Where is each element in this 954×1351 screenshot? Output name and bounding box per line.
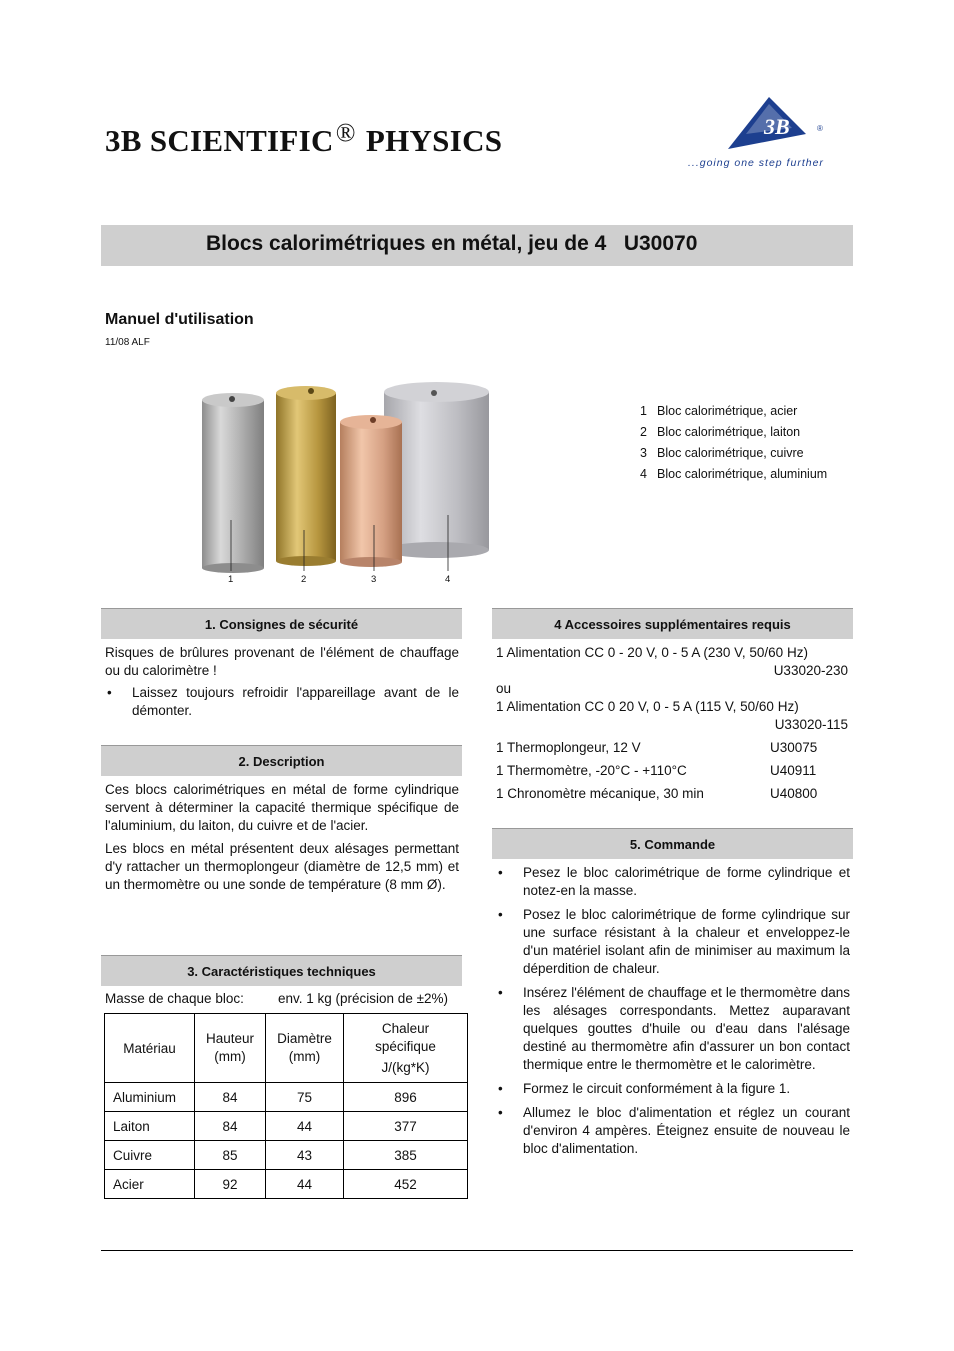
- accessory-name: 1 Thermomètre, -20°C - +110°C: [496, 763, 687, 778]
- registered-mark: ®: [335, 118, 356, 147]
- mass-label: Masse de chaque bloc:: [105, 991, 244, 1006]
- cell-material: Aluminium: [105, 1083, 195, 1112]
- document-title: Blocs calorimétriques en métal, jeu de 4 U30070: [206, 232, 698, 255]
- cell-height: 85: [195, 1141, 266, 1170]
- logo-registered: ®: [817, 124, 823, 133]
- operation-step: • Formez le circuit conformément à la figure 1.: [496, 1080, 850, 1098]
- legend-num: 2: [640, 425, 647, 439]
- cell-diameter: 43: [266, 1141, 344, 1170]
- legend-text: Bloc calorimétrique, acier: [657, 404, 798, 418]
- header-height-text: Hauteur: [205, 1031, 255, 1046]
- operation-step: • Insérez l'élément de chauffage et le thermomètre dans les alésages correspondants. Mettez auparavant quelques gouttes d'huile ou d'eau dans l'alésage destiné au thermomètre afin d'assurer un bon contact thermique entre le thermomètre et le calorimètre.: [496, 984, 850, 1074]
- 3b-logo: [686, 94, 836, 172]
- manual-date: 11/08 ALF: [105, 337, 150, 348]
- accessory-item: [496, 762, 848, 780]
- legend-item: [640, 401, 827, 422]
- header-diameter-text: Diamètre: [277, 1031, 332, 1046]
- description-paragraph-1: Ces blocs calorimétriques en métal de forme cylindrique servent à déterminer la capacité thermique spécifique de l'aluminium, du laiton, du cuivre et de l'acier.: [105, 782, 459, 833]
- cell-diameter: 44: [266, 1112, 344, 1141]
- header-material: [105, 1014, 195, 1083]
- accessory-name: 1 Thermoplongeur, 12 V: [496, 740, 641, 755]
- safety-bullet: • Laissez toujours refroidir l'appareillage avant de le démonter.: [105, 684, 459, 720]
- operation-step: • Pesez le bloc calorimétrique de forme cylindrique et notez-en la masse.: [496, 864, 850, 900]
- table-row: [105, 1141, 468, 1170]
- cell-diameter: 44: [266, 1170, 344, 1199]
- accessory-psu-115-code: U33020-115: [774, 717, 848, 732]
- cell-diameter: 75: [266, 1083, 344, 1112]
- mass-line: [105, 990, 448, 1008]
- legend-item: [640, 422, 827, 443]
- cell-heat: 452: [344, 1170, 468, 1199]
- cell-height: 84: [195, 1083, 266, 1112]
- cell-heat: 377: [344, 1112, 468, 1141]
- header-material-text: Matériau: [123, 1040, 176, 1056]
- table-row: [105, 1083, 468, 1112]
- header-heat-text-2: spécifique: [375, 1038, 436, 1054]
- section-1-header: 1. Consignes de sécurité: [101, 608, 462, 639]
- header-diameter-unit: (mm): [288, 1049, 321, 1064]
- figure-label-2: 2: [301, 574, 307, 585]
- cell-height: 84: [195, 1112, 266, 1141]
- legend-text: Bloc calorimétrique, aluminium: [657, 467, 828, 481]
- description-paragraph-2: Les blocs en métal présentent deux alésages permettant d'y rattacher un thermoplongeur (diamètre de 12,5 mm) et un thermomètre ou une sonde de température (8 mm Ø).: [105, 841, 459, 892]
- section-2-body: [105, 781, 459, 894]
- header-heat: [344, 1014, 468, 1083]
- accessory-psu-230-code: U33020-230: [773, 663, 848, 678]
- legend-num: 1: [640, 404, 647, 418]
- safety-warning: Risques de brûlures provenant de l'élément de chauffage ou du calorimètre !: [105, 645, 459, 678]
- accessory-code: U40911: [770, 763, 817, 778]
- brand-title: [105, 118, 502, 159]
- steel-block: [202, 393, 264, 573]
- header-heat-text-1: Chaleur: [381, 1020, 430, 1036]
- legend-item: [640, 464, 827, 485]
- tech-table: [104, 1013, 468, 1199]
- figure-label-1: 1: [228, 574, 234, 585]
- accessory-or: ou: [496, 681, 512, 696]
- operation-step: • Allumez le bloc d'alimentation et réglez un courant d'environ 4 ampères. Éteignez ensuite de nouveau le bloc d'alimentation.: [496, 1104, 850, 1158]
- table-row: [105, 1112, 468, 1141]
- title-bar: [101, 225, 853, 266]
- accessory-code: U40800: [770, 786, 818, 801]
- figure-label-4: 4: [445, 574, 451, 585]
- accessory-psu-115: 1 Alimentation CC 0 20 V, 0 - 5 A (115 V, 50/60 Hz): [496, 699, 799, 714]
- header-height-unit: (mm): [214, 1049, 246, 1064]
- section-1-body: [105, 644, 459, 720]
- cell-heat: 896: [344, 1083, 468, 1112]
- cell-material: Cuivre: [105, 1141, 195, 1170]
- footer-divider: [101, 1250, 853, 1251]
- section-2-header: 2. Description: [101, 745, 462, 776]
- operation-step: • Posez le bloc calorimétrique de forme cylindrique sur une surface résistant à la chaleur et enveloppez-le d'un matériel isolant afin de minimiser au maximum la déperdition de chaleur.: [496, 906, 850, 978]
- header-heat-unit: J/(kg*K): [381, 1059, 430, 1075]
- manual-heading: Manuel d'utilisation: [105, 311, 254, 328]
- section-4-body: [496, 644, 848, 803]
- table-row: [105, 1170, 468, 1199]
- accessory-item: [496, 739, 848, 757]
- accessory-code: U30075: [770, 740, 818, 755]
- figure-legend: [640, 401, 827, 485]
- section-5-body: [496, 864, 850, 1158]
- mass-value: env. 1 kg (précision de ±2%): [278, 991, 448, 1006]
- copper-block: [340, 415, 402, 567]
- cell-height: 92: [195, 1170, 266, 1199]
- accessory-name: 1 Chronomètre mécanique, 30 min: [496, 786, 704, 801]
- legend-text: Bloc calorimétrique, cuivre: [657, 446, 804, 460]
- section-4-header: 4 Accessoires supplémentaires requis: [492, 608, 853, 639]
- table-header-row: [105, 1014, 468, 1083]
- header-diameter: [266, 1014, 344, 1083]
- accessory-item: [496, 785, 848, 803]
- section-5-header: 5. Commande: [492, 828, 853, 859]
- logo-tagline: ...going one step further: [688, 157, 824, 169]
- header-height: [195, 1014, 266, 1083]
- brass-block: [276, 386, 336, 566]
- accessory-psu-230: 1 Alimentation CC 0 - 20 V, 0 - 5 A (230 V, 50/60 Hz): [496, 645, 808, 660]
- legend-text: Bloc calorimétrique, laiton: [657, 425, 801, 439]
- product-photo: [196, 375, 492, 590]
- section-3-header: 3. Caractéristiques techniques: [101, 955, 462, 986]
- cell-material: Laiton: [105, 1112, 195, 1141]
- legend-num: 4: [640, 467, 647, 481]
- figure-label-3: 3: [371, 574, 377, 585]
- cell-material: Acier: [105, 1170, 195, 1199]
- brand-physics: PHYSICS: [365, 123, 503, 158]
- brand-name: 3B SCIENTIFIC: [105, 123, 334, 158]
- cell-heat: 385: [344, 1141, 468, 1170]
- legend-item: [640, 443, 827, 464]
- legend-num: 3: [640, 446, 647, 460]
- logo-text: 3B: [764, 114, 790, 139]
